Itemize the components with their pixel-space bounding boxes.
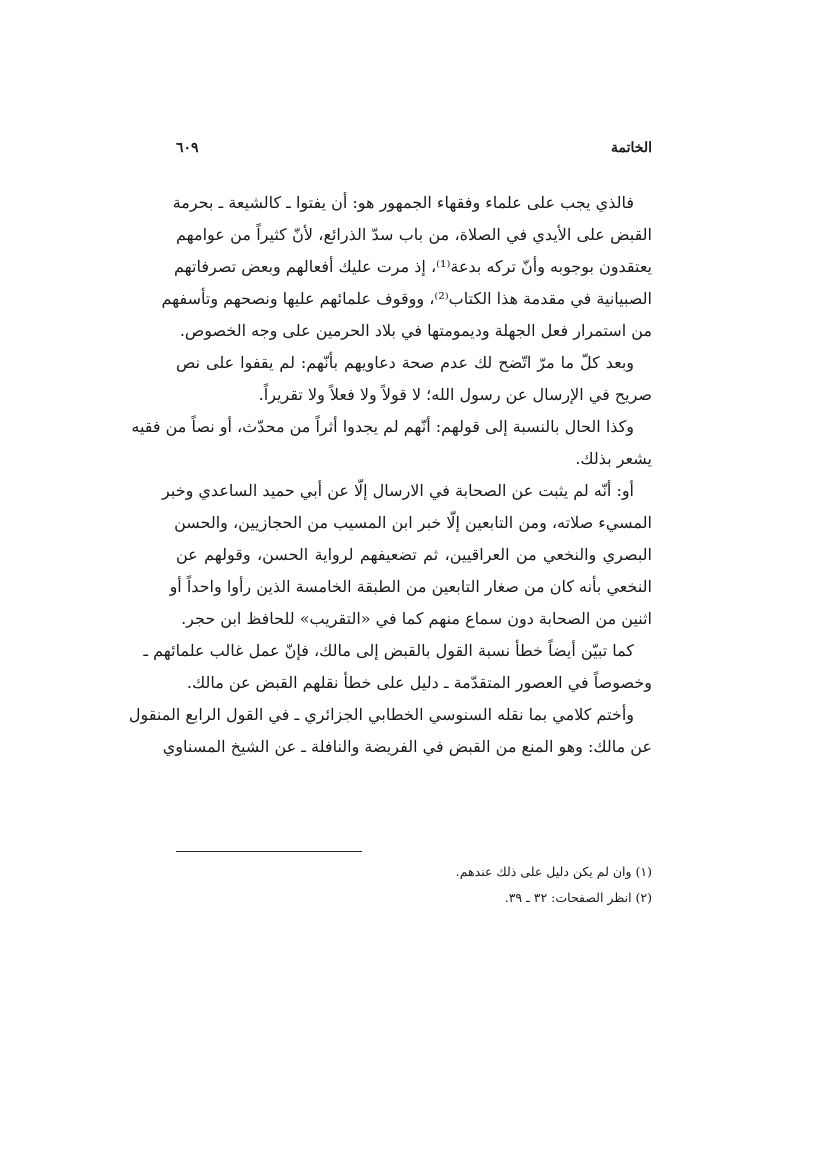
text-line: الصبيانية في مقدمة هذا الكتاب⁽²⁾، ووقوف علمائهم عليها ونصحهم وتأسفهم — [161, 289, 652, 308]
text-line: وبعد كلّ ما مرّ اتّضح لك عدم صحة دعاويهم بأنّهم: لم يقفوا على نص — [176, 353, 634, 372]
page-number: ٦٠٩ — [176, 140, 199, 156]
text-line: وكذا الحال بالنسبة إلى قولهم: أنّهم لم يجدوا أثراً من محدّث، أو نصاً من فقيه — [131, 417, 634, 436]
chapter-title: الخاتمة — [611, 140, 652, 156]
text-line: المسيء صلاته، ومن التابعين إلّا خبر ابن المسيب من الحجازيين، والحسن — [174, 513, 652, 532]
text-line: صريح في الإرسال عن رسول الله؛ لا قولاً ولا فعلاً ولا تقريراً. — [258, 385, 652, 404]
running-header — [176, 140, 652, 164]
footnote-1: (١) وان لم يكن دليل على ذلك عندهم. — [455, 864, 652, 879]
text-line: يشعر بذلك. — [575, 449, 652, 468]
text-line: النخعي بأنه كان من صغار التابعين من الطبقة الخامسة الذين رأوا واحداً أو — [169, 577, 652, 596]
body-text — [128, 187, 652, 763]
text-line: أو: أنّه لم يثبت عن الصحابة في الارسال إلّا عن أبي حميد الساعدي وخبر — [162, 481, 634, 500]
text-line: يعتقدون بوجوبه وأنّ تركه بدعة⁽¹⁾، إذ مرت عليك أفعالهم وبعض تصرفاتهم — [174, 257, 652, 276]
text-line: البصري والنخعي من العراقيين، ثم تضعيفهم لرواية الحسن، وقولهم عن — [176, 545, 652, 564]
text-line: كما تبيّن أيضاً خطأ نسبة القول بالقبض إلى مالك، فإنّ عمل غالب علمائهم ـ — [143, 641, 634, 660]
text-line: من استمرار فعل الجهلة وديمومتها في بلاد الحرمين على وجه الخصوص. — [179, 321, 652, 340]
footnote-2: (٢) انظر الصفحات: ٣٢ ـ ٣٩. — [504, 890, 652, 905]
text-line: فالذي يجب على علماء وفقهاء الجمهور هو: أن يفتوا ـ كالشيعة ـ بحرمة — [172, 193, 634, 212]
text-line: القبض على الأيدي في الصلاة، من باب سدّ الذرائع، لأنّ كثيراً من عوامهم — [176, 225, 652, 244]
text-line: عن مالك: وهو المنع من القبض في الفريضة والنافلة ـ عن الشيخ المسناوي — [162, 737, 652, 756]
footnote-divider — [176, 851, 362, 852]
text-line: وأختم كلامي بما نقله السنوسي الخطابي الجزائري ـ في القول الرابع المنقول — [128, 705, 634, 724]
text-line: وخصوصاً في العصور المتقدّمة ـ دليل على خطأ نقلهم القبض عن مالك. — [186, 673, 652, 692]
text-line: اثنين من الصحابة دون سماع منهم كما في «التقريب» للحافظ ابن حجر. — [181, 609, 652, 628]
